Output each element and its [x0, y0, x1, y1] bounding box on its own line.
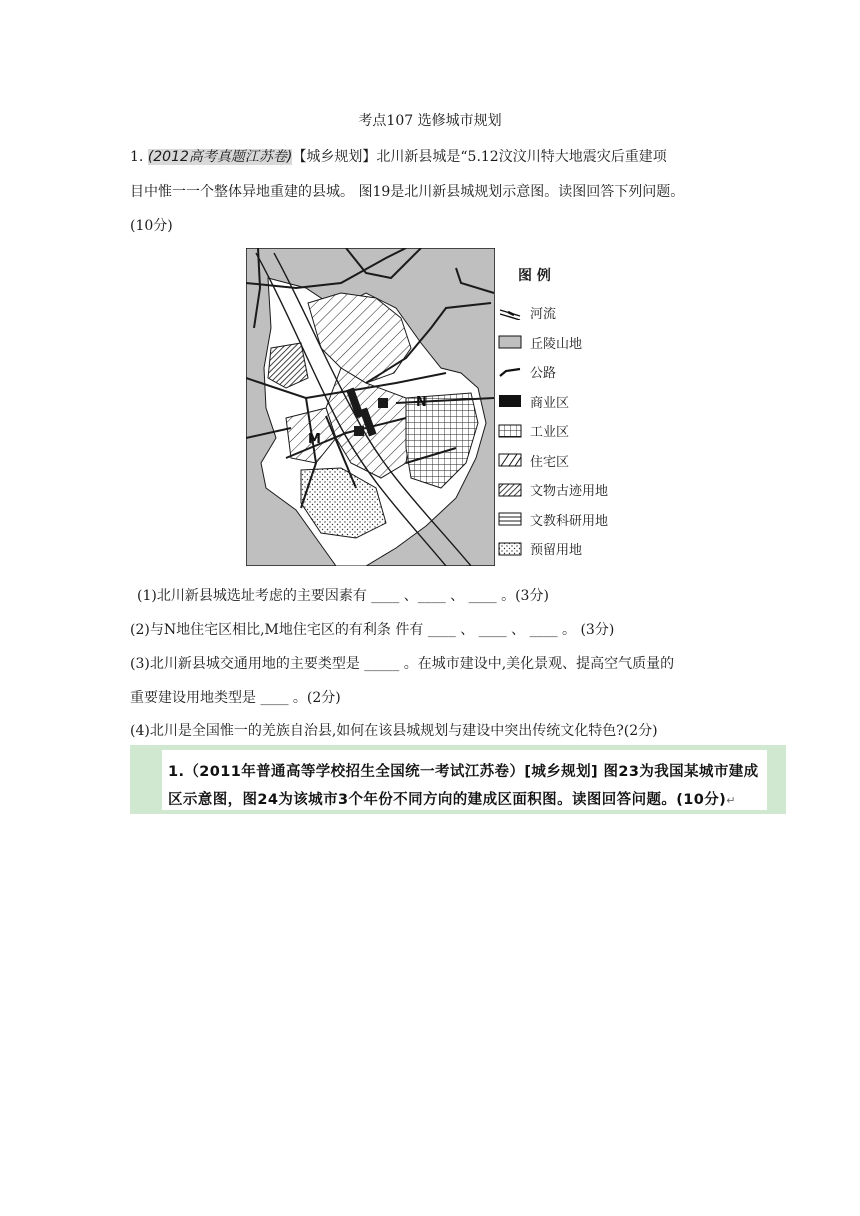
map-label-n: N	[416, 395, 427, 410]
commercial-icon	[498, 394, 522, 408]
legend-label: 河流	[530, 307, 557, 323]
subquestion-3-line-1: (3)北川新县城交通用地的主要类型是 _____ 。在城市建设中,美化景观、提高空气质量的	[130, 656, 675, 672]
legend-title: 图 例	[518, 268, 551, 284]
legend-label: 商业区	[530, 395, 570, 411]
road-icon	[498, 365, 522, 379]
map-legend	[498, 262, 638, 564]
question-number: 1.	[130, 149, 144, 165]
industrial-icon	[498, 424, 522, 438]
legend-item-residential	[498, 446, 638, 476]
legend-label: 文教科研用地	[530, 513, 609, 529]
page-title: 考点107 选修城市规划	[358, 113, 502, 129]
legend-label: 住宅区	[530, 454, 570, 470]
embedded-question-line-1: 1.（2011年普通高等学校招生全国统一考试江苏卷）[城乡规划] 图23为我国某城市建成	[168, 764, 759, 780]
return-mark-icon: ↵	[726, 794, 736, 807]
reserve-icon	[498, 542, 522, 556]
legend-item-industrial	[498, 416, 638, 446]
legend-item-reserve	[498, 534, 638, 564]
question-intro-line-1	[130, 146, 667, 166]
question-intro-line-2: 目中惟一一个整体异地重建的县城。 图19是北川新县城规划示意图。读图回答下列问题。	[130, 184, 685, 200]
map-label-m: M	[308, 432, 321, 447]
legend-label: 丘陵山地	[530, 336, 583, 352]
question-intro-line-3: (10分)	[130, 218, 173, 234]
residential-icon	[498, 453, 522, 467]
question-intro-text: 【城乡规划】北川新县城是“5.12汶汶川特大地震灾后重建项	[292, 149, 667, 165]
legend-item-education	[498, 505, 638, 535]
education-icon	[498, 512, 522, 526]
subquestion-4: (4)北川是全国惟一的羌族自治县,如何在该县城规划与建设中突出传统文化特色?(2分)	[130, 723, 658, 739]
embedded-question-line-2	[168, 788, 736, 809]
legend-label: 文物古迹用地	[530, 484, 609, 500]
legend-item-river	[498, 298, 638, 328]
river-icon	[498, 306, 522, 320]
legend-item-road	[498, 357, 638, 387]
subquestion-2: (2)与N地住宅区相比,M地住宅区的有利条 件有 ____ 、 ____ 、 ____ 。 (3分)	[130, 622, 615, 638]
legend-label: 公路	[530, 366, 557, 382]
hill-icon	[498, 335, 522, 349]
heritage-icon	[498, 483, 522, 497]
planning-map	[246, 248, 495, 566]
legend-item-heritage	[498, 475, 638, 505]
legend-item-commercial	[498, 387, 638, 417]
legend-label: 预留用地	[530, 543, 583, 559]
subquestion-1: (1)北川新县城选址考虑的主要因素有 ____ 、____ 、 ____ 。(3分)	[137, 588, 549, 604]
embedded-question-line-2-text: 区示意图，图24为该城市3个年份不同方向的建成区面积图。读图回答问题。(10分)	[168, 792, 727, 808]
question-source: (2012高考真题江苏卷)	[147, 149, 293, 165]
legend-item-hill	[498, 328, 638, 358]
subquestion-3-line-2: 重要建设用地类型是 ____ 。(2分)	[130, 690, 341, 706]
embedded-question-image	[130, 745, 786, 814]
embedded-question-body	[162, 750, 767, 810]
legend-label: 工业区	[530, 425, 570, 441]
